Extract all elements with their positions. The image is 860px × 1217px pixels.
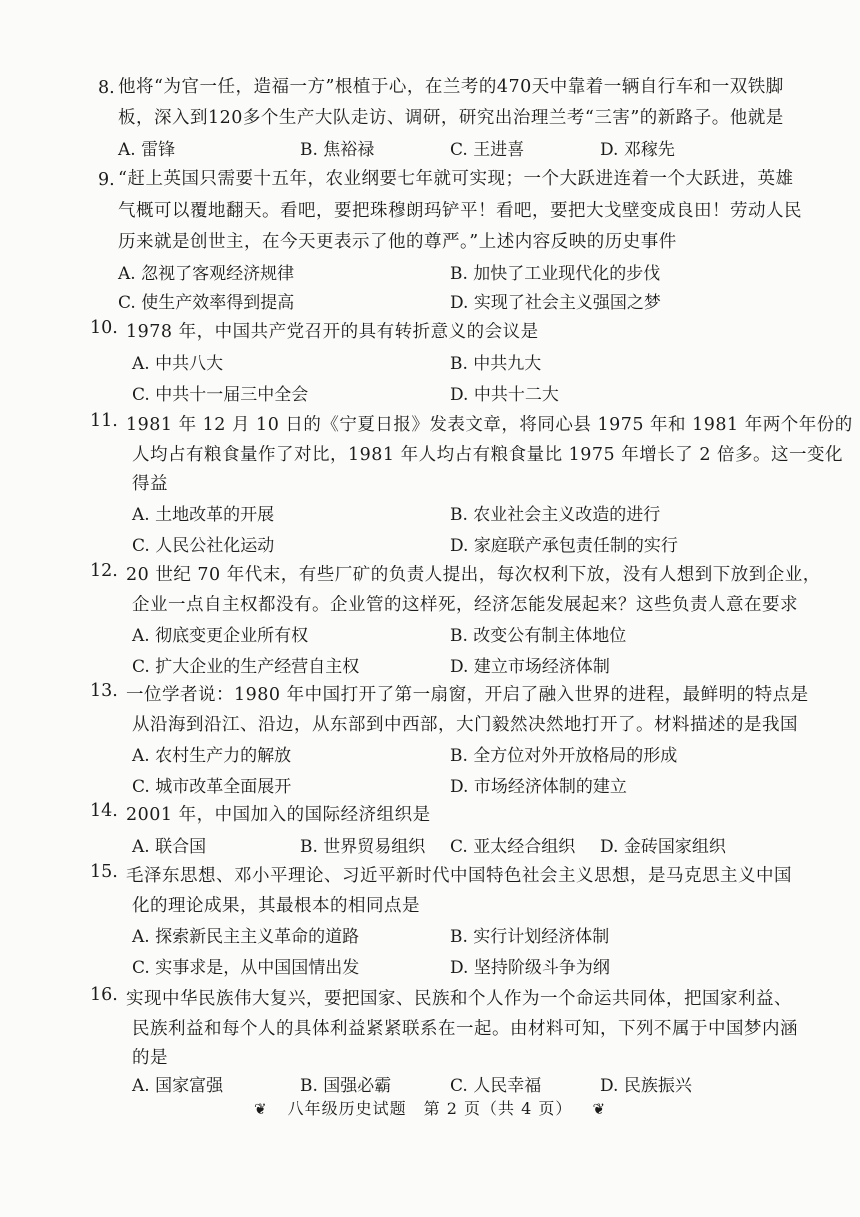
option-c: C. 城市改革全面展开 — [132, 777, 292, 797]
option-d: D. 民族振兴 — [600, 1076, 692, 1096]
question-number: 15. — [90, 862, 118, 882]
question-text: 1978 年，中国共产党召开的具有转折意义的会议是 — [126, 322, 539, 342]
question-text: 他将“为官一任，造福一方”根植于心，在兰考的470天中靠着一辆自行车和一双铁脚 — [118, 77, 784, 97]
page-footer — [0, 1096, 860, 1119]
option-d: D. 市场经济体制的建立 — [450, 777, 627, 797]
option-b: B. 国强必霸 — [300, 1076, 392, 1096]
option-c: C. 亚太经合组织 — [450, 837, 576, 857]
option-a: A. 国家富强 — [132, 1076, 224, 1096]
question-text: 20 世纪 70 年代末，有些厂矿的负责人提出，每次权利下放，没有人想到下放到企业， — [126, 565, 821, 585]
option-a: A. 土地改革的开展 — [132, 505, 275, 525]
option-d: D. 坚持阶级斗争为纲 — [450, 958, 610, 978]
option-d: D. 家庭联产承包责任制的实行 — [450, 536, 678, 556]
option-a: A. 联合国 — [132, 837, 207, 857]
question-number: 10. — [90, 318, 118, 338]
option-c: C. 中共十一届三中全会 — [132, 385, 309, 405]
question-text: 民族利益和每个人的具体利益紧紧联系在一起。由材料可知，下列不属于中国梦内涵 — [132, 1019, 798, 1039]
option-b: B. 改变公有制主体地位 — [450, 626, 627, 646]
question-text: 化的理论成果，其最根本的相同点是 — [132, 896, 420, 916]
option-a: A. 忽视了客观经济规律 — [118, 264, 295, 284]
question-text: 一位学者说：1980 年中国打开了第一扇窗，开启了融入世界的进程，最鲜明的特点是 — [126, 685, 809, 705]
question-number: 12. — [90, 561, 118, 581]
option-c: C. 王进喜 — [450, 140, 525, 160]
option-a: A. 探索新民主主义革命的道路 — [132, 927, 360, 947]
option-b: B. 中共九大 — [450, 354, 542, 374]
option-b: B. 农业社会主义改造的进行 — [450, 505, 661, 525]
question-text: 1981 年 12 月 10 日的《宁夏日报》发表文章，将同心县 1975 年和 1981 年两个年份的 — [126, 415, 853, 435]
option-a: A. 彻底变更企业所有权 — [132, 626, 309, 646]
option-c: C. 人民幸福 — [450, 1076, 542, 1096]
question-text: 实现中华民族伟大复兴，要把国家、民族和个人作为一个命运共同体，把国家利益、 — [126, 989, 792, 1009]
question-text: 气概可以覆地翻天。看吧，要把珠穆朗玛铲平！看吧，要把大戈壁变成良田！劳动人民 — [118, 201, 802, 221]
question-text: 板，深入到120多个生产大队走访、调研，研究出治理兰考“三害”的新路子。他就是 — [118, 108, 784, 128]
option-c: C. 实事求是，从中国国情出发 — [132, 958, 360, 978]
question-number: 11. — [90, 411, 118, 431]
option-a: A. 雷锋 — [118, 140, 176, 160]
question-text: 从沿海到沿江、沿边，从东部到中西部，大门毅然决然地打开了。材料描述的是我国 — [132, 715, 798, 735]
option-b: B. 加快了工业现代化的步伐 — [450, 264, 661, 284]
ornament-left-icon: ❦ — [253, 1100, 268, 1118]
option-d: D. 实现了社会主义强国之梦 — [450, 293, 661, 313]
option-c: C. 扩大企业的生产经营自主权 — [132, 657, 360, 677]
option-d: D. 邓稼先 — [600, 140, 675, 160]
option-b: B. 焦裕禄 — [300, 140, 375, 160]
question-text: 人均占有粮食量作了对比，1981 年人均占有粮食量比 1975 年增长了 2 倍多。这一变化 — [132, 445, 844, 465]
question-number: 13. — [90, 681, 118, 701]
question-number: 16. — [90, 985, 118, 1005]
question-number: 8. — [98, 78, 115, 98]
option-b: B. 实行计划经济体制 — [450, 927, 610, 947]
option-a: A. 中共八大 — [132, 354, 224, 374]
footer-text: 八年级历史试题 第 2 页（共 4 页） — [287, 1099, 573, 1118]
option-c: C. 使生产效率得到提高 — [118, 293, 295, 313]
option-b: B. 全方位对外开放格局的形成 — [450, 746, 678, 766]
question-text: 历来就是创世主，在今天更表示了他的尊严。”上述内容反映的历史事件 — [118, 232, 677, 252]
question-number: 14. — [90, 801, 118, 821]
option-b: B. 世界贸易组织 — [300, 837, 426, 857]
option-d: D. 建立市场经济体制 — [450, 657, 610, 677]
option-d: D. 中共十二大 — [450, 385, 559, 405]
question-text: 得益 — [132, 474, 168, 494]
ornament-right-icon: ❦ — [592, 1100, 607, 1118]
question-text: 毛泽东思想、邓小平理论、习近平新时代中国特色社会主义思想，是马克思主义中国 — [126, 866, 792, 886]
option-a: A. 农村生产力的解放 — [132, 746, 292, 766]
question-text: 企业一点自主权都没有。企业管的这样死，经济怎能发展起来？这些负责人意在要求 — [132, 595, 798, 615]
question-number: 9. — [98, 170, 115, 190]
option-d: D. 金砖国家组织 — [600, 837, 726, 857]
question-text: “赶上英国只需要十五年，农业纲要七年就可实现；一个大跃进连着一个大跃进，英雄 — [118, 169, 794, 189]
question-text: 的是 — [132, 1048, 168, 1068]
question-text: 2001 年，中国加入的国际经济组织是 — [126, 805, 431, 825]
option-c: C. 人民公社化运动 — [132, 536, 275, 556]
